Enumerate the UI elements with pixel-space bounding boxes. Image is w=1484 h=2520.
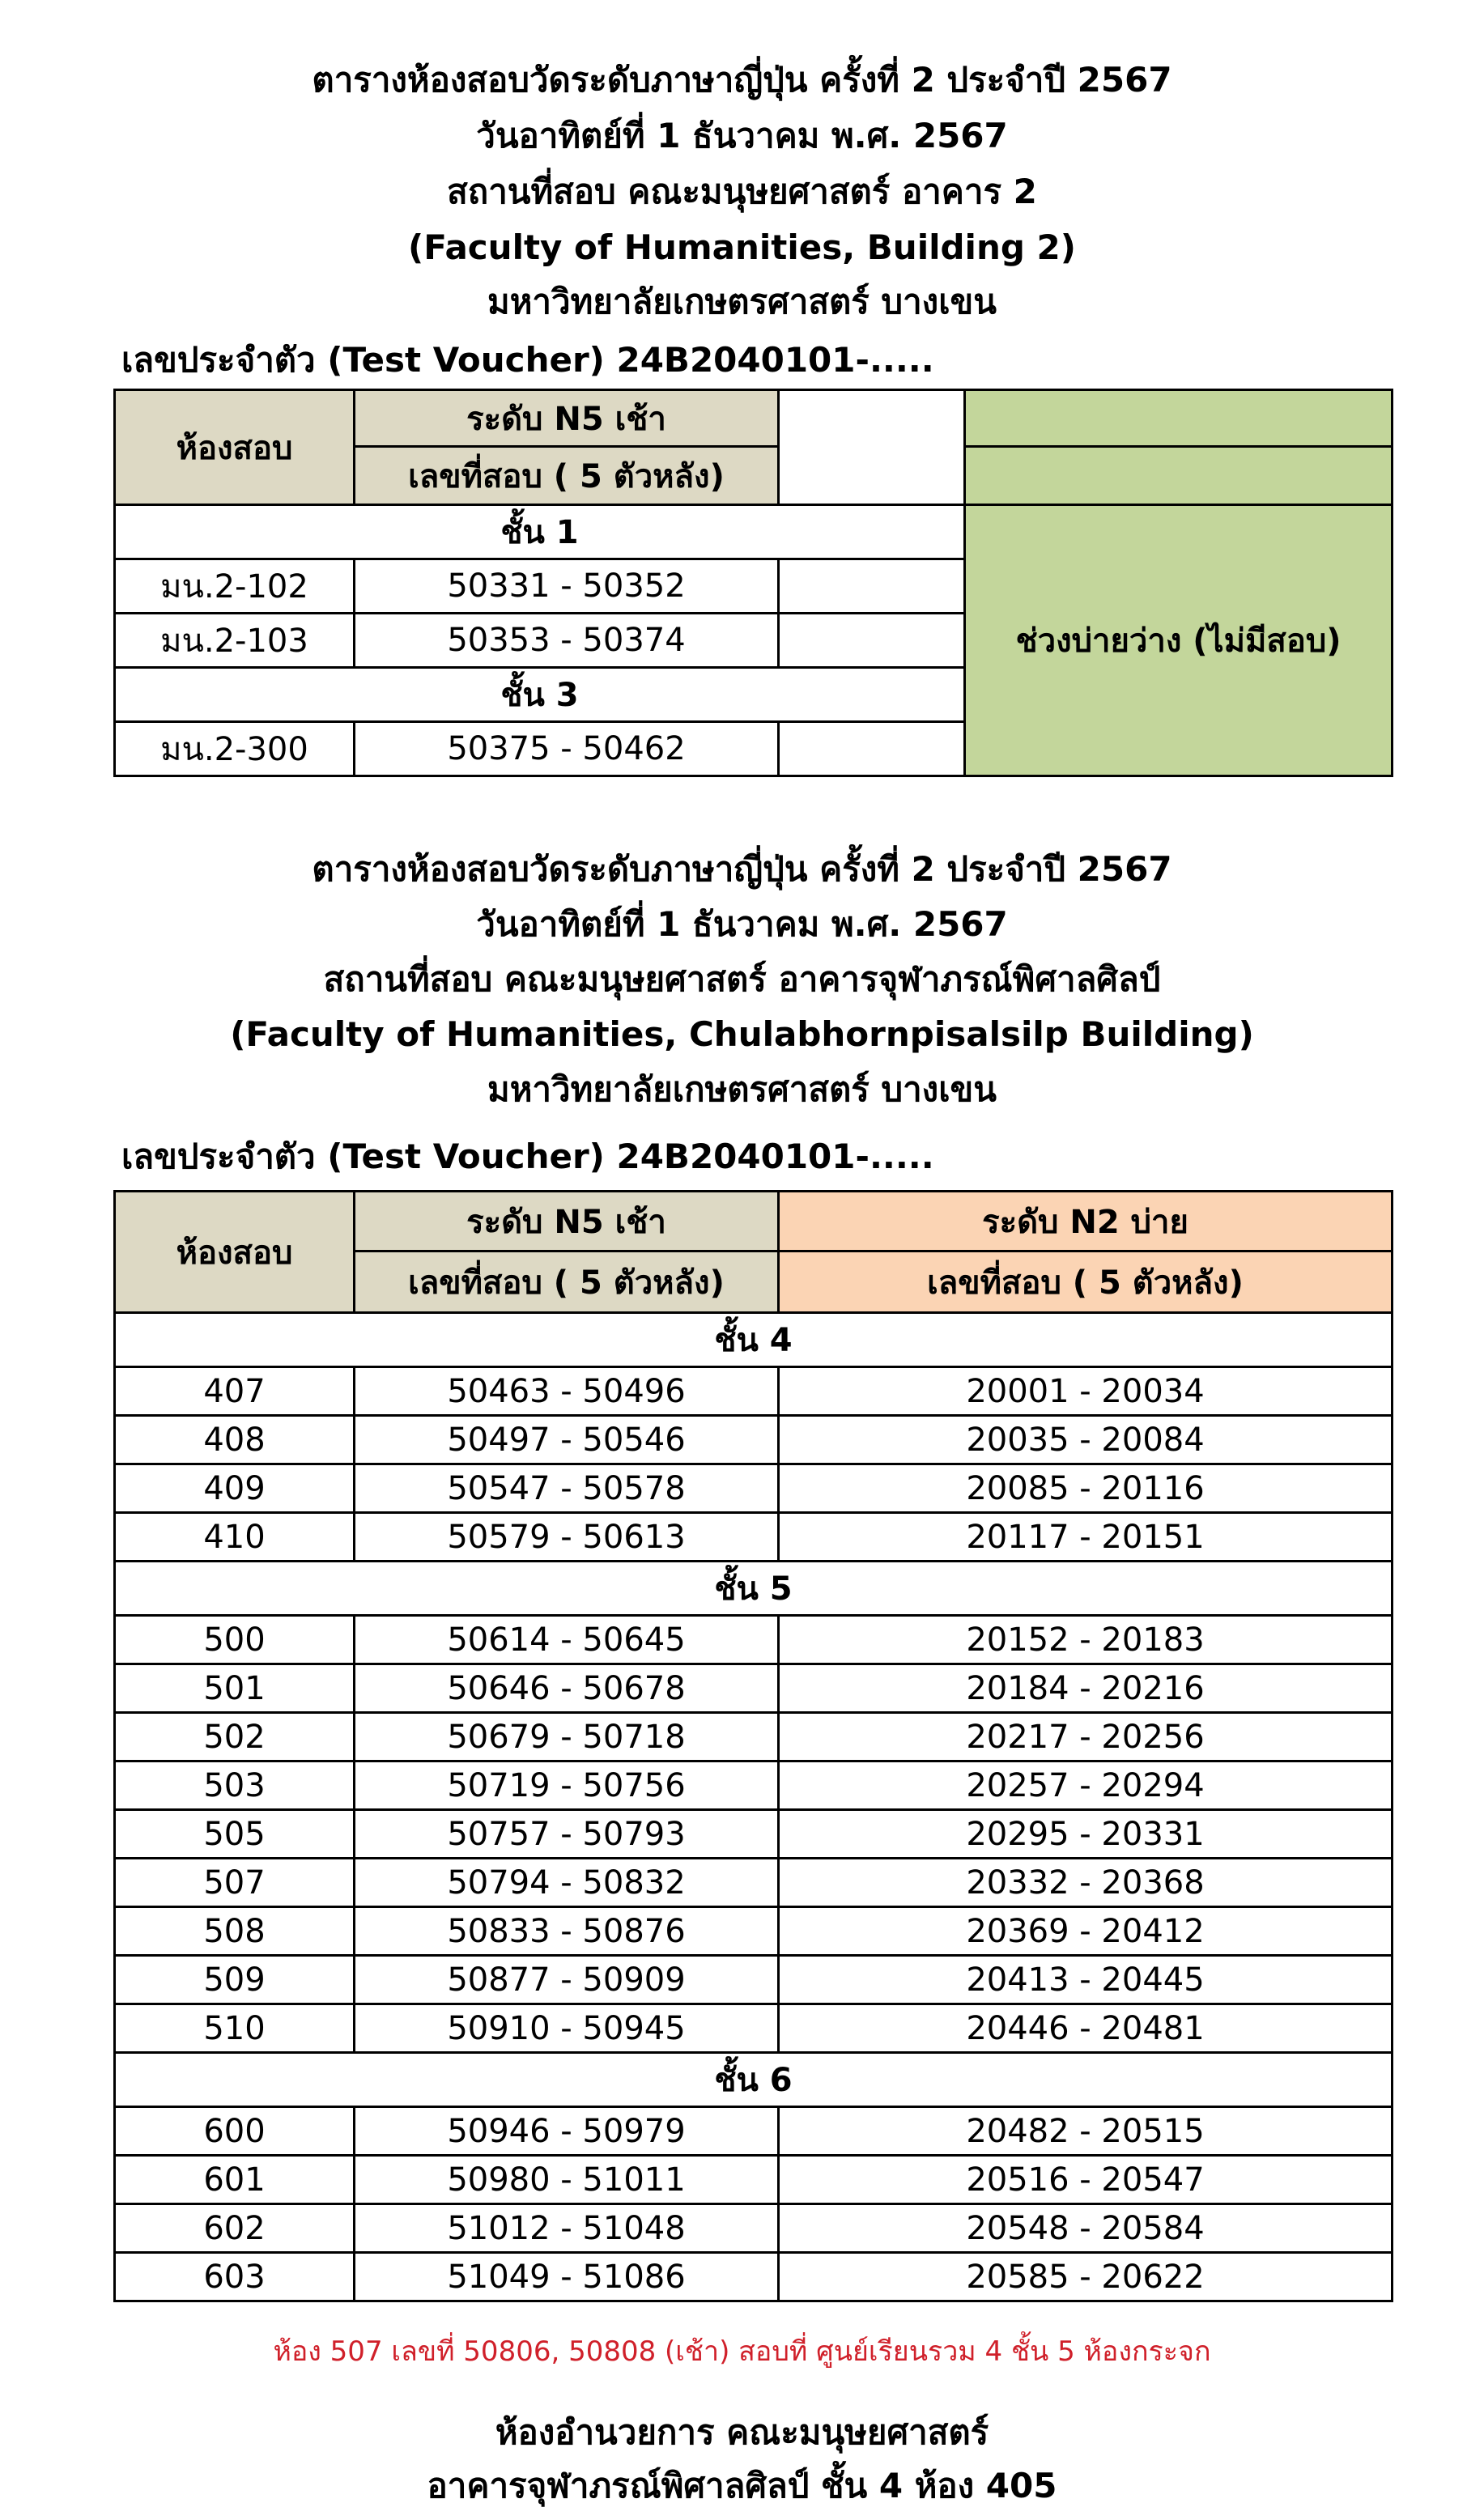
n2-range-cell: 20482 - 20515 [779, 2107, 1393, 2156]
room-cell: 408 [115, 1416, 355, 1464]
n2-range-cell: 20152 - 20183 [779, 1616, 1393, 1664]
s2-university: มหาวิทยาลัยเกษตรศาสตร์ บางเขน [487, 1069, 997, 1109]
room-cell: มน.2-300 [115, 722, 355, 776]
room-cell: 501 [115, 1664, 355, 1713]
n2-range-cell: 20257 - 20294 [779, 1761, 1393, 1810]
s2-venue-en: (Faculty of Humanities, Chulabhornpisalsilp Building) [230, 1014, 1254, 1054]
room-cell: 508 [115, 1907, 355, 1956]
n2-range-cell: 20117 - 20151 [779, 1513, 1393, 1562]
n2-range-cell: 20369 - 20412 [779, 1907, 1393, 1956]
s2-room-table [113, 1190, 1393, 2302]
n2-subheader: เลขที่สอบ ( 5 ตัวหลัง) [779, 1252, 1393, 1313]
floor-label: ชั้น 1 [115, 505, 965, 559]
afternoon-free-label: ช่วงบ่ายว่าง (ไม่มีสอบ) [965, 505, 1393, 776]
table-row [115, 1367, 1393, 1416]
n5-range-cell: 50497 - 50546 [355, 1416, 779, 1464]
room-cell: 601 [115, 2156, 355, 2204]
room-cell: 510 [115, 2004, 355, 2053]
n5-range-cell: 50794 - 50832 [355, 1859, 779, 1907]
table-row [115, 1616, 1393, 1664]
table-row [115, 1956, 1393, 2004]
n5-range-cell: 50980 - 51011 [355, 2156, 779, 2204]
room-cell: มน.2-102 [115, 559, 355, 614]
table-row [115, 2204, 1393, 2253]
green-header-cell [965, 390, 1393, 447]
table-row [115, 1713, 1393, 1761]
table-row [115, 1859, 1393, 1907]
empty-cell [779, 614, 965, 668]
empty-cell [779, 559, 965, 614]
floor-label: ชั้น 5 [115, 1562, 1393, 1616]
room-cell: 600 [115, 2107, 355, 2156]
floor-label: ชั้น 6 [115, 2053, 1393, 2107]
n5-range-cell: 50579 - 50613 [355, 1513, 779, 1562]
n5-range-cell: 50375 - 50462 [355, 722, 779, 776]
n5-subheader: เลขที่สอบ ( 5 ตัวหลัง) [355, 1252, 779, 1313]
n5-range-cell: 51049 - 51086 [355, 2253, 779, 2301]
n5-range-cell: 50833 - 50876 [355, 1907, 779, 1956]
n5-range-cell: 50719 - 50756 [355, 1761, 779, 1810]
room-cell: มน.2-103 [115, 614, 355, 668]
room-cell: 500 [115, 1616, 355, 1664]
room-cell: 407 [115, 1367, 355, 1416]
n2-range-cell: 20548 - 20584 [779, 2204, 1393, 2253]
n5-range-cell: 50877 - 50909 [355, 1956, 779, 2004]
n2-range-cell: 20035 - 20084 [779, 1416, 1393, 1464]
table-row [115, 1464, 1393, 1513]
office-line-2: อาคารจุฬาภรณ์พิศาลศิลป์ ชั้น 4 ห้อง 405 [427, 2466, 1057, 2505]
n5-range-cell: 50910 - 50945 [355, 2004, 779, 2053]
n2-range-cell: 20332 - 20368 [779, 1859, 1393, 1907]
room-cell: 409 [115, 1464, 355, 1513]
n2-range-cell: 20001 - 20034 [779, 1367, 1393, 1416]
table-row [115, 1513, 1393, 1562]
room-cell: 410 [115, 1513, 355, 1562]
room-header: ห้องสอบ [115, 1192, 355, 1313]
n5-header: ระดับ N5 เช้า [355, 1192, 779, 1252]
table-row [115, 2253, 1393, 2301]
empty-cell [779, 722, 965, 776]
n5-range-cell: 50757 - 50793 [355, 1810, 779, 1859]
room-change-note: ห้อง 507 เลขที่ 50806, 50808 (เช้า) สอบที่ ศูนย์เรียนรวม 4 ชั้น 5 ห้องกระจก [273, 2335, 1211, 2368]
s1-voucher: เลขประจำตัว (Test Voucher) 24B2040101-..... [121, 340, 934, 380]
room-cell: 505 [115, 1810, 355, 1859]
s2-date: วันอาทิตย์ที่ 1 ธันวาคม พ.ศ. 2567 [476, 904, 1008, 944]
n2-range-cell: 20585 - 20622 [779, 2253, 1393, 2301]
s2-voucher: เลขประจำตัว (Test Voucher) 24B2040101-..... [121, 1137, 934, 1176]
n5-range-cell: 50547 - 50578 [355, 1464, 779, 1513]
table-row [115, 1810, 1393, 1859]
n5-range-cell: 50646 - 50678 [355, 1664, 779, 1713]
n5-range-cell: 50679 - 50718 [355, 1713, 779, 1761]
floor-label: ชั้น 3 [115, 668, 965, 722]
n5-subheader: เลขที่สอบ ( 5 ตัวหลัง) [355, 447, 779, 505]
s1-title: ตารางห้องสอบวัดระดับภาษาญี่ปุ่น ครั้งที่ 2 ประจำปี 2567 [312, 60, 1172, 100]
n2-range-cell: 20446 - 20481 [779, 2004, 1393, 2053]
room-header: ห้องสอบ [115, 390, 355, 505]
s1-university: มหาวิทยาลัยเกษตรศาสตร์ บางเขน [487, 282, 997, 321]
room-cell: 503 [115, 1761, 355, 1810]
s2-title: ตารางห้องสอบวัดระดับภาษาญี่ปุ่น ครั้งที่ 2 ประจำปี 2567 [312, 849, 1172, 889]
n2-range-cell: 20184 - 20216 [779, 1664, 1393, 1713]
room-cell: 502 [115, 1713, 355, 1761]
n5-range-cell: 50331 - 50352 [355, 559, 779, 614]
table-row [115, 2156, 1393, 2204]
floor-label: ชั้น 4 [115, 1313, 1393, 1367]
green-subheader-cell [965, 447, 1393, 505]
n5-header: ระดับ N5 เช้า [355, 390, 779, 447]
empty-header-cell [779, 390, 965, 505]
n5-range-cell: 50946 - 50979 [355, 2107, 779, 2156]
n2-range-cell: 20295 - 20331 [779, 1810, 1393, 1859]
room-cell: 602 [115, 2204, 355, 2253]
n2-header: ระดับ N2 บ่าย [779, 1192, 1393, 1252]
s1-room-table [113, 389, 1393, 777]
n2-range-cell: 20217 - 20256 [779, 1713, 1393, 1761]
n2-range-cell: 20516 - 20547 [779, 2156, 1393, 2204]
room-cell: 603 [115, 2253, 355, 2301]
n5-range-cell: 50614 - 50645 [355, 1616, 779, 1664]
n2-range-cell: 20085 - 20116 [779, 1464, 1393, 1513]
room-cell: 509 [115, 1956, 355, 2004]
n5-range-cell: 51012 - 51048 [355, 2204, 779, 2253]
n5-range-cell: 50353 - 50374 [355, 614, 779, 668]
s1-venue-th: สถานที่สอบ คณะมนุษยศาสตร์ อาคาร 2 [447, 172, 1037, 211]
n2-range-cell: 20413 - 20445 [779, 1956, 1393, 2004]
table-row [115, 2107, 1393, 2156]
n5-range-cell: 50463 - 50496 [355, 1367, 779, 1416]
s2-venue-th: สถานที่สอบ คณะมนุษยศาสตร์ อาคารจุฬาภรณ์พิศาลศิลป์ [323, 959, 1161, 999]
table-row [115, 1761, 1393, 1810]
table-row [115, 1416, 1393, 1464]
s1-date: วันอาทิตย์ที่ 1 ธันวาคม พ.ศ. 2567 [476, 116, 1008, 155]
room-cell: 507 [115, 1859, 355, 1907]
table-row [115, 2004, 1393, 2053]
office-line-1: ห้องอำนวยการ คณะมนุษยศาสตร์ [495, 2412, 989, 2452]
table-row [115, 1907, 1393, 1956]
s1-venue-en: (Faculty of Humanities, Building 2) [408, 227, 1076, 267]
table-row [115, 1664, 1393, 1713]
